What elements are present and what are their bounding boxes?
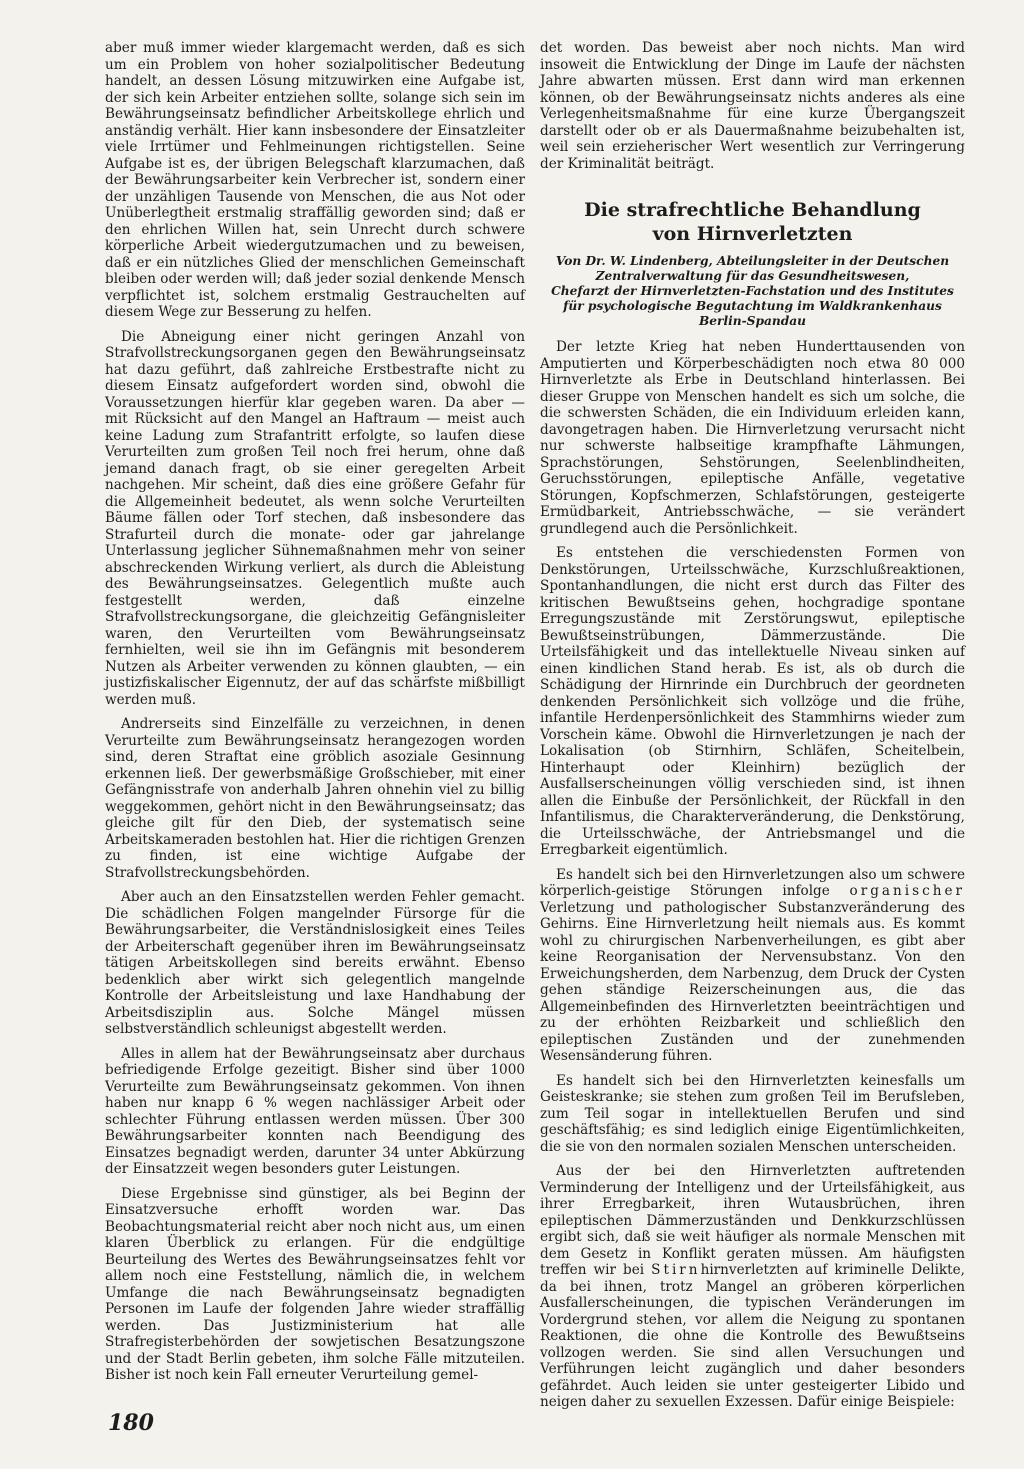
- paragraph-text: Es handelt sich bei den Hirnverletzungen also um schwere körperlich-geistige Störungen infolge: [540, 866, 965, 899]
- article-byline: [540, 254, 965, 329]
- paragraph: [540, 1163, 965, 1411]
- paragraph: [540, 867, 965, 1065]
- byline-line: Von Dr. W. Lindenberg, Abteilungsleiter in der Deutschen: [555, 254, 950, 268]
- paragraph: Andrerseits sind Einzelfälle zu verzeichnen, in denen Verurteilte zum Bewährungseinsatz herangezogen worden sind, deren Straftat eine gröblich asoziale Gesinnung erkennen ließ. Der gewerbsmäßige Großschieber, mit einer Gefängnisstrafe von anderhalb Jahren ohnehin viel zu billig weggekommen, gehört nicht in den Bewährungseinsatz; das gleiche gilt für den Dieb, der systematisch seine Arbeitskameraden bestohlen hat. Hier die richtigen Grenzen zu finden, ist eine wichtige Aufgabe der Strafvollstreckungsbehörden.: [105, 716, 525, 881]
- paragraph: Diese Ergebnisse sind günstiger, als bei Beginn der Einsatzversuche erhofft worden war. Das Beobachtungsmaterial reicht aber noch nicht aus, um einen klaren Überblick zu erlangen. Für die endgültige Beurteilung des Wertes des Bewährungseinsatzes fehlt vor allem noch eine Feststellung, nämlich die, in welchem Umfange die nach Bewährungseinsatz begnadigten Personen im Laufe der folgenden Jahre wieder straffällig werden. Das Justizministerium hat alle Strafregisterbehörden der sowjetischen Besatzungszone und der Stadt Berlin gebeten, ihm solche Fälle mitzuteilen. Bisher ist noch kein Fall erneuter Verurteilung gemel-: [105, 1185, 525, 1383]
- paragraph: aber muß immer wieder klargemacht werden, daß es sich um ein Problem von hoher sozialpolitischer Bedeutung handelt, an dessen Lösung mitzuwirken eine Aufgabe ist, der sich kein Arbeiter entziehen sollte, solange sich sein im Bewährungseinsatz befindlicher Arbeitskollege ehrlich und anständig verhält. Hier kann insbesondere der Einsatzleiter viele Irrtümer und Fehlmeinungen richtigstellen. Seine Aufgabe ist es, der übrigen Belegschaft klarzumachen, daß der Bewährungsarbeiter kein Verbrecher ist, sondern einer der unzähligen Tausende von Menschen, die aus Not oder Unüberlegtheit erstmalig straffällig geworden sind; daß er den ehrlichen Willen hat, sein Unrecht durch schwere körperliche Arbeit wiedergutzumachen und zu beweisen, daß er ein nützliches Glied der menschlichen Gemeinschaft bleiben oder werden will; daß jeder sozial denkende Mensch verpflichtet ist, solchem erstmalig Gestrauchelten auf diesem Wege zur Besserung zu helfen.: [105, 40, 525, 320]
- page-number: 180: [108, 1410, 154, 1436]
- byline-line: Berlin-Spandau: [698, 314, 806, 328]
- article-title-line: Die strafrechtliche Behandlung: [584, 199, 921, 221]
- emphasized-text: organischer: [849, 883, 965, 899]
- paragraph: Es entstehen die verschiedensten Formen von Denkstörungen, Urteilsschwäche, Kurzschlußreaktionen, Spontanhandlungen, die nicht erst durch das Filter des kritischen Bewußtseins gehen, hochgradige spontane Erregungszustände mit Zerstörungswut, epileptische Bewußtseinstrübungen, Dämmerzustände. Die Urteilsfähigkeit und das intellektuelle Niveau sinken auf einen kindlichen Stand herab. Es ist, als ob durch die Schädigung der Hirnrinde ein Durchbruch der geordneten denkenden Persönlichkeit sich vollzöge und die frühe, infantile Herdenpersönlichkeit des Stammhirns wieder zum Vorschein käme. Obwohl die Hirnverletzungen je nach der Lokalisation (ob Stirnhirn, Schläfen, Scheitelbein, Hinterhaupt oder Kleinhirn) bezüglich der Ausfallserscheinungen völlig verschieden sind, ist ihnen allen die Einbuße der Persönlichkeit, der Rückfall in den Infantilismus, die Charakterveränderung, die Denkstörung, die Urteilsschwäche, der Antriebsmangel und die Erregbarkeit eigentümlich.: [540, 545, 965, 858]
- byline-line: Chefarzt der Hirnverletzten-Fachstation und des Institutes: [551, 284, 954, 298]
- right-column: [540, 40, 965, 1419]
- paragraph: Alles in allem hat der Bewährungseinsatz aber durchaus befriedigende Erfolge gezeitigt. Bisher sind über 1000 Verurteilte zum Bewährungseinsatz gekommen. Von ihnen haben nur knapp 6 % wegen nachlässiger Arbeit oder schlechter Führung entlassen werden müssen. Über 300 Bewährungsarbeiter konnten nach Beendigung des Einsatzes begnadigt werden, darunter 34 unter Abkürzung der Einsatzzeit wegen besonders guter Leistungen.: [105, 1045, 525, 1177]
- paragraph: Aber auch an den Einsatzstellen werden Fehler gemacht. Die schädlichen Folgen mangelnder Fürsorge für die Bewährungsarbeiter, die Verständnislosigkeit eines Teiles der Arbeiterschaft gegenüber ihren im Bewährungseinsatz tätigen Arbeitskollegen sind bereits erwähnt. Ebenso bedenklich aber wirkt sich gelegentlich mangelnde Kontrolle der Arbeitsleistung und laxe Handhabung der Arbeitsdisziplin aus. Solche Mängel müssen selbstverständlich schleunigst abgestellt werden.: [105, 889, 525, 1037]
- byline-line: für psychologische Begutachtung im Waldkrankenhaus: [563, 299, 942, 313]
- paragraph-text: Aus der bei den Hirnverletzten auftretenden Verminderung der Intelligenz und der Urteilsfähigkeit, aus ihrer Erregbarkeit, ihren Wutausbrüchen, ihren epileptischen Dämmerzuständen und Denkkurzschlüssen ergibt sich, daß sie weit häufiger als normale Menschen mit dem Gesetz in Konflikt geraten müssen. Am häufigsten treffen wir bei: [540, 1163, 965, 1278]
- paragraph-text: hirnverletzten auf kriminelle Delikte, da bei ihnen, trotz Mangel an gröberen körperlichen Ausfallerscheinungen, die typischen Veränderungen im Vordergrund stehen, vor allem die Neigung zu spontanen Reaktionen, die ohne die Kontrolle des Bewußtseins vollzogen werden. Sie sind allen Versuchungen und Verführungen leicht zugänglich und daher besonders gefährdet. Auch leiden sie unter gesteigerter Libido und neigen daher zu sexuellen Exzessen. Dafür einige Beispiele:: [540, 1262, 965, 1410]
- left-column: [105, 40, 525, 1392]
- byline-line: Zentralverwaltung für das Gesundheitswesen,: [595, 269, 910, 283]
- paragraph: Die Abneigung einer nicht geringen Anzahl von Strafvollstreckungsorganen gegen den Bewährungseinsatz hat dazu geführt, daß zahlreiche Erstbestrafte nicht zu diesem Einsatz aufgefordert worden sind, obwohl die Voraussetzungen hierfür klar gegeben waren. Da aber — mit Rücksicht auf den Mangel an Haftraum — meist auch keine Ladung zum Strafantritt erfolgte, so laufen diese Verurteilten zum großen Teil noch frei herum, ohne daß jemand danach fragt, ob sie einer geregelten Arbeit nachgehen. Mir scheint, daß dies eine größere Gefahr für die Allgemeinheit bedeutet, als wenn solche Verurteilten Bäume fällen oder Torf stechen, daß insbesondere das Strafurteil durch die monate- oder gar jahrelange Unterlassung jeglicher Sühnemaßnahmen mehr von seiner abschreckenden Wirkung verliert, als durch die Ableistung des Bewährungseinsatzes. Gelegentlich mußte auch festgestellt werden, daß einzelne Strafvollstreckungsorgane, die gleichzeitig Gefängnisleiter waren, den Verurteilten vom Bewährungseinsatz fernhielten, weil sie ihn im Gefängnis mit besonderem Nutzen als Arbeiter verwenden zu können glaubten, — ein justizfiskalischer Eigennutz, der auf das schärfste mißbilligt werden muß.: [105, 328, 525, 708]
- article-title-line: von Hirnverletzten: [652, 223, 853, 245]
- article-title: [540, 198, 965, 246]
- emphasized-text: Stirn: [651, 1262, 701, 1278]
- paragraph: Es handelt sich bei den Hirnverletzten keinesfalls um Geisteskranke; sie stehen zum großen Teil im Berufsleben, zum Teil sogar in intellektuellen Berufen und sind geschäftsfähig; es sind lediglich einige Eigentümlichkeiten, die sie von den normalen sozialen Menschen unterscheiden.: [540, 1072, 965, 1155]
- paragraph: det worden. Das beweist aber noch nichts. Man wird insoweit die Entwicklung der Dinge im Laufe der nächsten Jahre abwarten müssen. Erst dann wird man erkennen können, ob der Bewährungseinsatz nichts anderes als eine Verlegenheitsmaßnahme für eine kurze Übergangszeit darstellt oder ob er als Dauermaßnahme beizubehalten ist, weil sein erzieherischer Wert wesentlich zur Verringerung der Kriminalität beiträgt.: [540, 40, 965, 172]
- paragraph: Der letzte Krieg hat neben Hunderttausenden von Amputierten und Körperbeschädigten noch etwa 80 000 Hirnverletzte als Erbe in Deutschland hinterlassen. Bei dieser Gruppe von Menschen handelt es sich um solche, die die schwersten Schäden, die ein Individuum erleiden kann, davongetragen haben. Die Hirnverletzung verursacht nicht nur schwerste halbseitige krampfhafte Lähmungen, Sprachstörungen, Sehstörungen, Seelenblindheiten, Geruchsstörungen, epileptische Anfälle, vegetative Störungen, Kopfschmerzen, Schlafstörungen, gesteigerte Ermüdbarkeit, Antriebsschwäche, — sie verändert grundlegend auch die Persönlichkeit.: [540, 339, 965, 537]
- paragraph-text: Verletzung und pathologischer Substanzveränderung des Gehirns. Eine Hirnverletzung heilt niemals aus. Es kommt wohl zu chirurgischen Narbenverheilungen, es gibt aber keine Reorganisation der Nervensubstanz. Von den Erweichungsherden, dem Narbenzug, dem Druck der Cysten gehen ständige Reizerscheinungen aus, die das Allgemeinbefinden des Hirnverletzten beeinträchtigen und zu der erhöhten Reizbarkeit und schließlich den epileptischen Zuständen und der zunehmenden Wesensänderung führen.: [540, 899, 965, 1064]
